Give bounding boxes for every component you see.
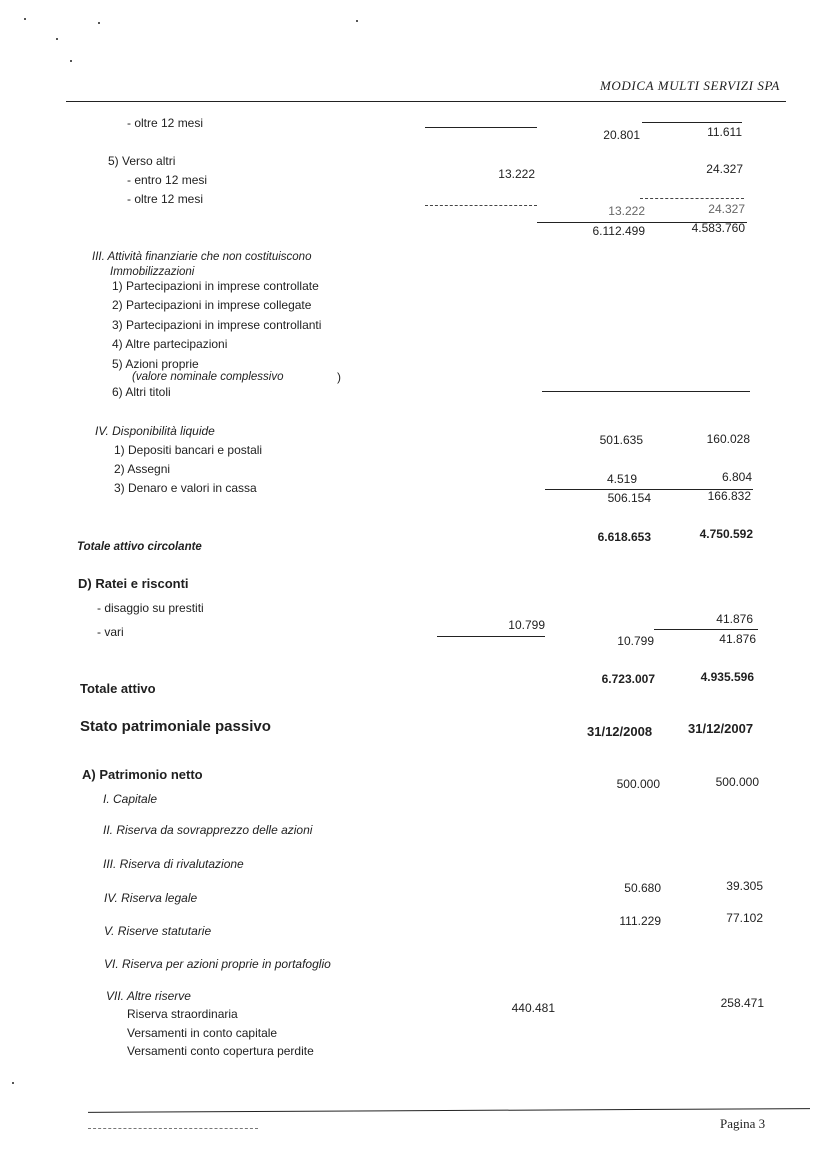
detail-value: 440.481 xyxy=(511,1001,555,1015)
value-2007: 160.028 xyxy=(706,432,750,446)
section-heading: IV. Disponibilità liquide xyxy=(95,424,215,438)
list-item: 1) Partecipazioni in imprese controllate xyxy=(112,279,319,293)
total-2007: 4.750.592 xyxy=(699,527,753,541)
total-2008: 6.618.653 xyxy=(597,530,651,544)
list-item: 2) Partecipazioni in imprese collegate xyxy=(112,298,312,312)
column-header-2007: 31/12/2007 xyxy=(688,721,754,736)
note-label: (valore nominale complessivo xyxy=(132,371,284,383)
note-close: ) xyxy=(337,370,341,384)
row-label: I. Capitale xyxy=(103,792,158,806)
row-label: III. Riserva di rivalutazione xyxy=(103,857,244,871)
value-2007: 258.471 xyxy=(720,996,764,1010)
scan-speck xyxy=(56,38,58,40)
subtotal-2007: 166.832 xyxy=(707,489,751,503)
company-header: MODICA MULTI SERVIZI SPA xyxy=(600,78,780,93)
detail-value: 10.799 xyxy=(508,618,545,632)
row-label: Riserva straordinaria xyxy=(127,1007,238,1021)
value-2008: 10.799 xyxy=(617,634,654,648)
value-2008: 50.680 xyxy=(624,881,661,895)
value-2007: 11.611 xyxy=(707,125,742,139)
list-item: 4) Altre partecipazioni xyxy=(112,337,228,351)
value-2007: 41.876 xyxy=(716,612,753,626)
row-label: IV. Riserva legale xyxy=(104,891,198,905)
subtotal-2008: 506.154 xyxy=(607,491,651,505)
column-header-2008: 31/12/2008 xyxy=(587,724,653,739)
row-label: - disaggio su prestiti xyxy=(97,601,204,615)
list-item: 3) Partecipazioni in imprese controllanti xyxy=(112,318,322,332)
row-label: Versamenti conto copertura perdite xyxy=(127,1044,314,1058)
subtotal-2008: 6.112.499 xyxy=(592,224,645,238)
subtotal-rule xyxy=(542,391,750,392)
list-item: 1) Depositi bancari e postali xyxy=(114,443,263,457)
value-2008: 4.519 xyxy=(606,472,637,486)
value-2008: 13.222 xyxy=(608,204,645,218)
row-label: - entro 12 mesi xyxy=(127,173,208,187)
page-number: Pagina 3 xyxy=(720,1116,766,1131)
list-item: 6) Altri titoli xyxy=(112,385,171,399)
list-item: 3) Denaro e valori in cassa xyxy=(114,481,257,495)
detail-value: 13.222 xyxy=(498,167,535,181)
underline xyxy=(437,636,545,637)
value-2007: 77.102 xyxy=(726,911,763,925)
value-2007: 6.804 xyxy=(721,470,752,484)
row-label: 5) Verso altri xyxy=(108,154,176,168)
underline xyxy=(654,629,758,630)
footer-fragment xyxy=(88,1128,258,1129)
row-label: - oltre 12 mesi xyxy=(127,192,204,206)
section-heading: Immobilizzazioni xyxy=(110,266,195,278)
row-label: - vari xyxy=(97,625,124,639)
row-label: II. Riserva da sovrapprezzo delle azioni xyxy=(103,823,313,837)
row-label: Versamenti in conto capitale xyxy=(127,1026,278,1040)
header-rule xyxy=(66,101,786,102)
underline xyxy=(642,122,742,123)
section-heading: III. Attività finanziarie che non costituiscono xyxy=(92,251,312,263)
section-heading: A) Patrimonio netto xyxy=(82,767,203,782)
row-label: VI. Riserva per azioni proprie in portafoglio xyxy=(104,957,331,971)
value-2007: 39.305 xyxy=(726,879,763,893)
row-label: VII. Altre riserve xyxy=(106,989,191,1003)
total-2007: 4.935.596 xyxy=(700,670,754,684)
total-label: Totale attivo xyxy=(80,681,156,696)
scan-speck xyxy=(98,22,100,24)
scan-speck xyxy=(12,1082,14,1084)
section-heading: D) Ratei e risconti xyxy=(78,576,189,591)
list-item: 5) Azioni proprie xyxy=(112,357,199,371)
value-2007: 24.327 xyxy=(708,202,745,216)
value-2007: 500.000 xyxy=(715,775,759,789)
value-2008: 501.635 xyxy=(599,433,643,447)
scan-speck xyxy=(70,60,72,62)
total-2008: 6.723.007 xyxy=(601,672,655,686)
scan-speck xyxy=(356,20,358,22)
value-2008: 111.229 xyxy=(619,914,661,928)
value-2008: 20.801 xyxy=(603,128,640,142)
underline xyxy=(425,127,537,128)
underline xyxy=(425,205,537,206)
subtotal-2007: 4.583.760 xyxy=(691,221,745,235)
total-label: Totale attivo circolante xyxy=(77,541,202,553)
underline xyxy=(640,198,744,199)
footer-rule xyxy=(88,1108,810,1113)
section-title: Stato patrimoniale passivo xyxy=(80,718,271,735)
value-2008: 500.000 xyxy=(616,777,660,791)
row-label: - oltre 12 mesi xyxy=(127,116,204,130)
list-item: 2) Assegni xyxy=(114,462,171,476)
value-2007: 41.876 xyxy=(719,632,756,646)
value-2007: 24.327 xyxy=(706,162,743,176)
row-label: V. Riserve statutarie xyxy=(104,924,212,938)
scan-speck xyxy=(24,18,26,20)
